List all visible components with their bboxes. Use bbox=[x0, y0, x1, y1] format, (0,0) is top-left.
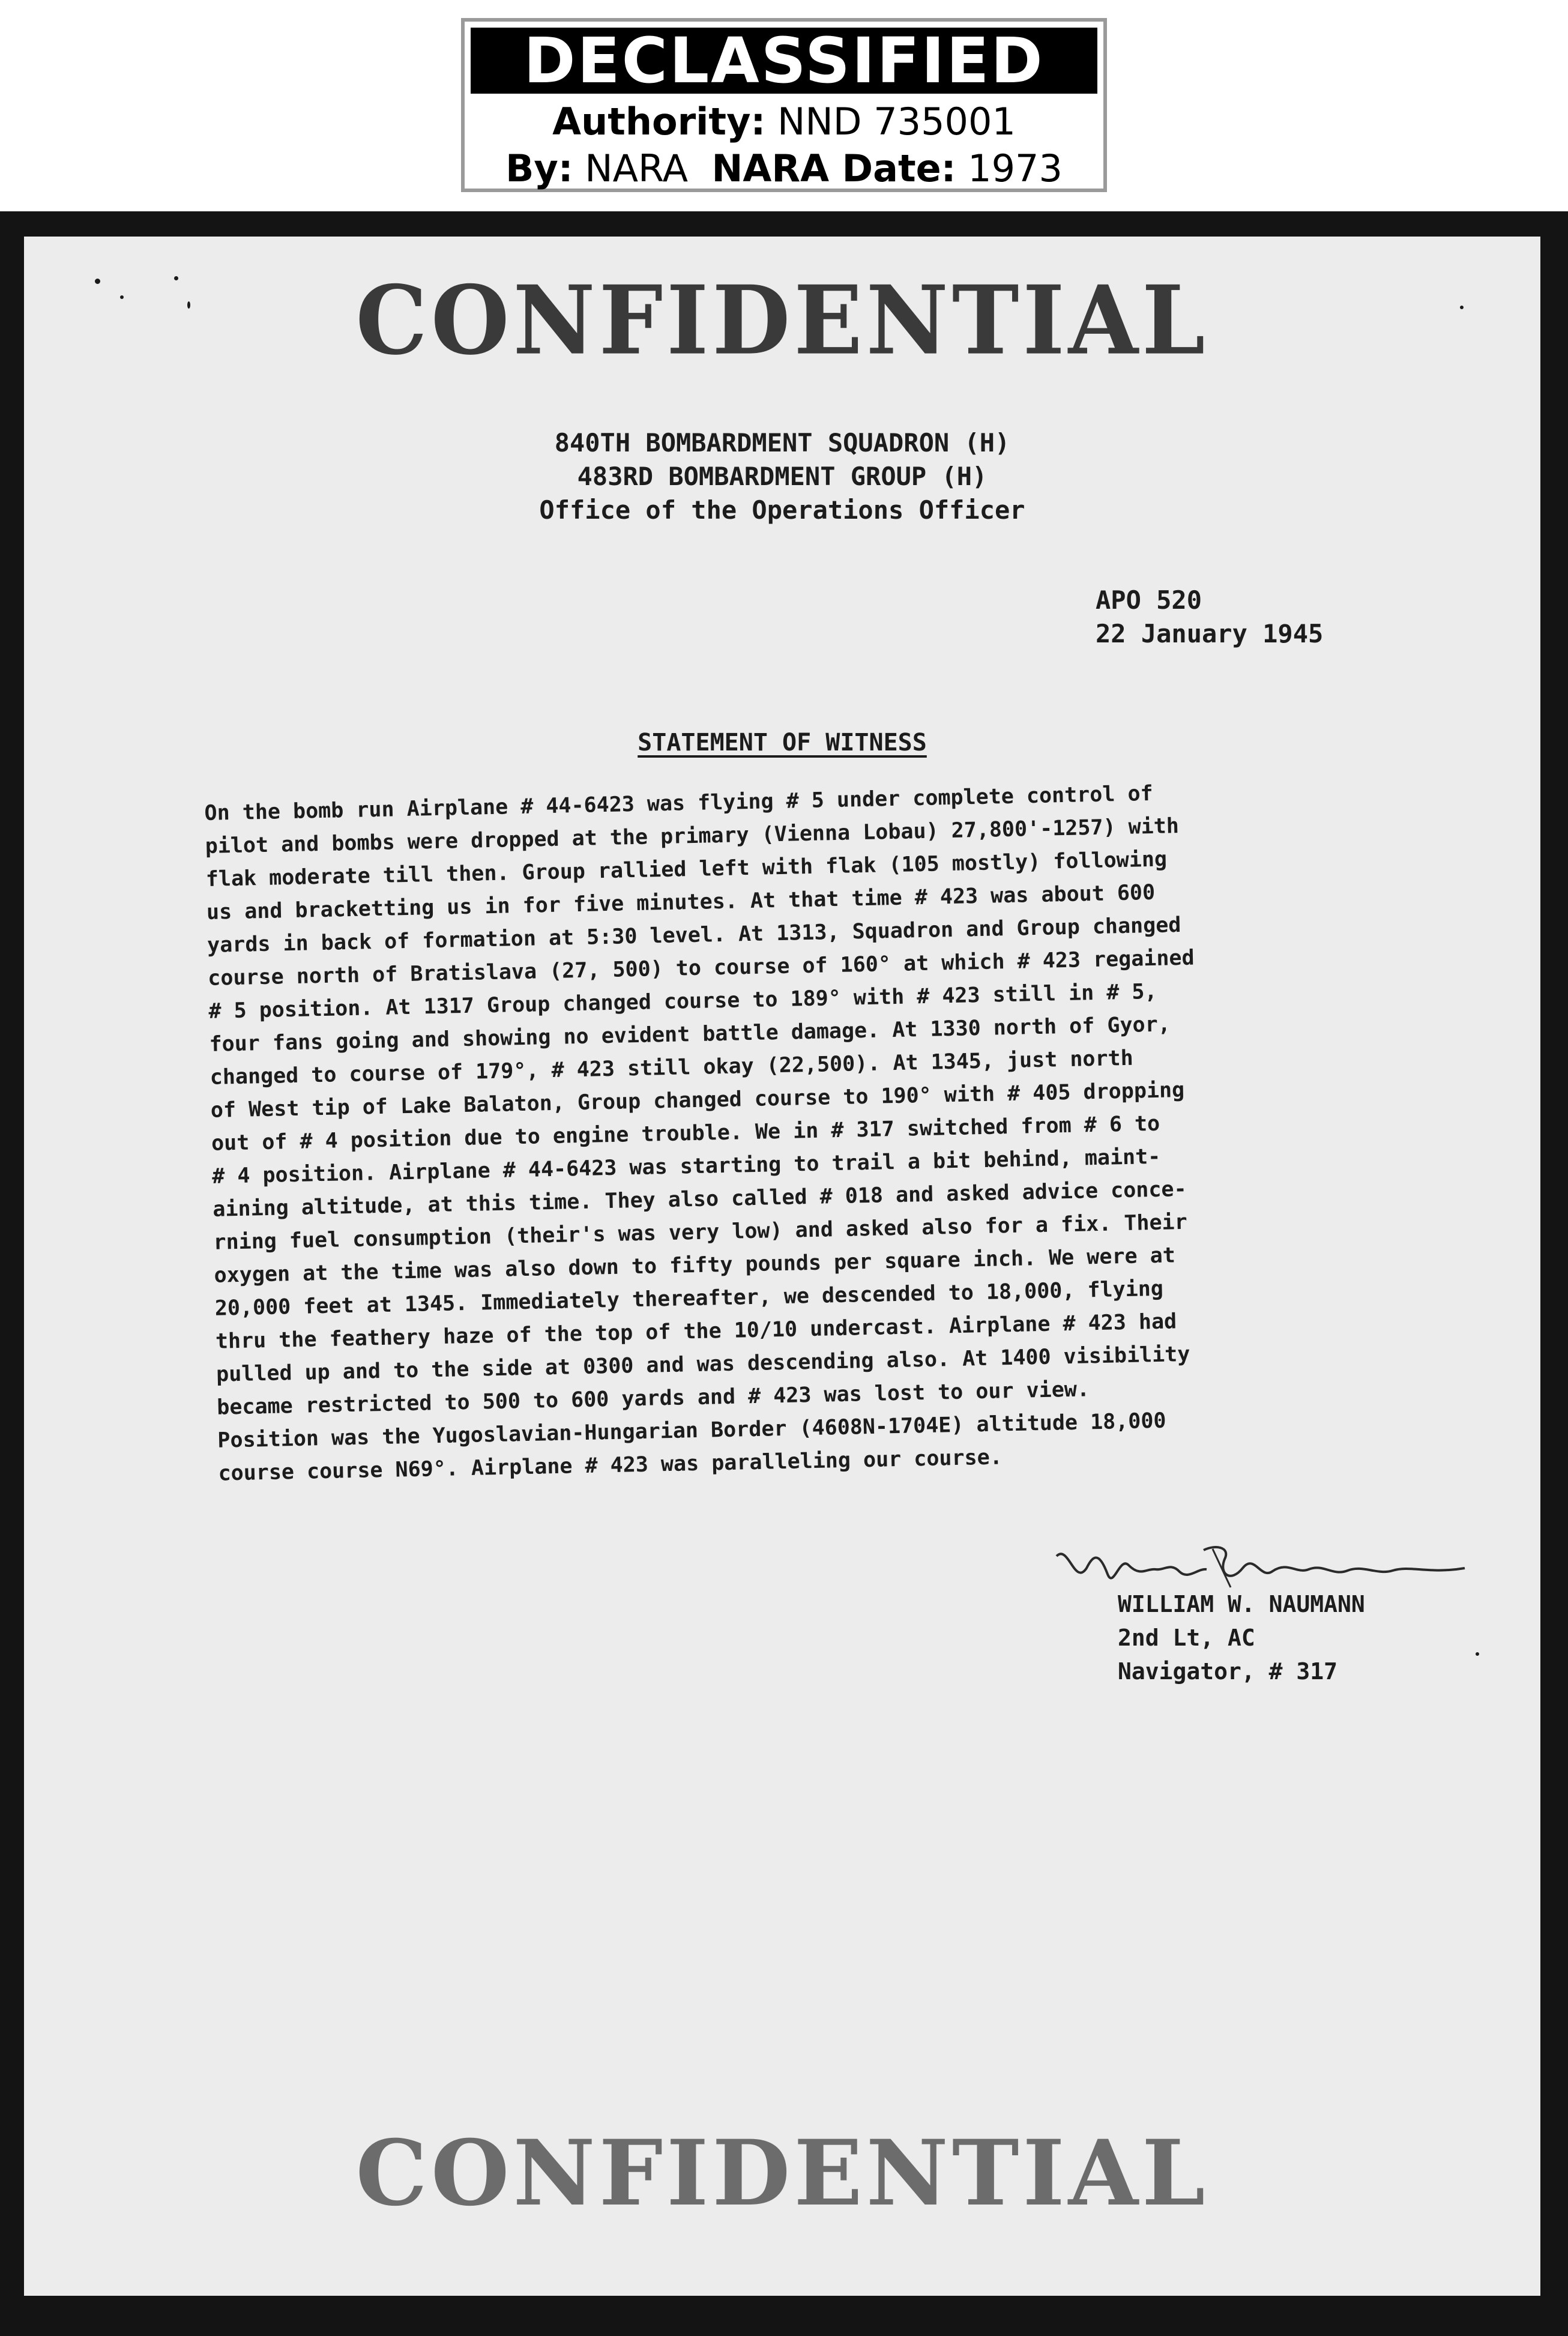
body-line: Position was the Yugoslavian-Hungarian Border (4608N-1704E) altitude 18,000 bbox=[217, 1408, 1166, 1453]
body-line: of West tip of Lake Balaton, Group changed course to 190° with # 405 dropping bbox=[210, 1078, 1185, 1123]
body-line: oxygen at the time was also down to fifty pounds per square inch. We were at bbox=[214, 1243, 1176, 1288]
confidential-stamp-top: CONFIDENTIAL bbox=[355, 265, 1209, 376]
document-date: 22 January 1945 bbox=[1096, 619, 1324, 648]
statement-title: STATEMENT OF WITNESS bbox=[638, 729, 927, 756]
signer-rank: 2nd Lt, AC bbox=[1118, 1625, 1255, 1651]
body-line: # 5 position. At 1317 Group changed course to 189° with # 423 still in # 5, bbox=[208, 979, 1157, 1024]
declass-by-date bbox=[465, 146, 1103, 191]
body-line: pilot and bombs were dropped at the primary (Vienna Lobau) 27,800'-1257) with bbox=[205, 814, 1180, 859]
authority-value: NND 735001 bbox=[777, 100, 1016, 143]
declassified-heading: DECLASSIFIED bbox=[471, 28, 1097, 94]
body-line: course course N69°. Airplane # 423 was paralleling our course. bbox=[218, 1445, 1003, 1486]
nara-date-label: NARA Date: bbox=[711, 146, 956, 190]
body-line: us and bracketting us in for five minutes. At that time # 423 was about 600 bbox=[206, 880, 1156, 925]
document-page bbox=[24, 237, 1540, 2296]
body-line: On the bomb run Airplane # 44-6423 was flying # 5 under complete control of bbox=[204, 781, 1154, 825]
by-value: NARA bbox=[585, 146, 689, 190]
authority-label: Authority: bbox=[552, 100, 766, 143]
scan-speck bbox=[1476, 1652, 1479, 1656]
body-line: four fans going and showing no evident battle damage. At 1330 north of Gyor, bbox=[209, 1012, 1171, 1057]
body-line: course north of Bratislava (27, 500) to course of 160° at which # 423 regained bbox=[207, 946, 1195, 991]
body-line: thru the feathery haze of the top of the 10/10 undercast. Airplane # 423 had bbox=[215, 1309, 1177, 1354]
confidential-stamp-bottom: CONFIDENTIAL bbox=[355, 2120, 1209, 2226]
squadron-header: 840TH BOMBARDMENT SQUADRON (H) bbox=[554, 428, 1010, 457]
office-header: Office of the Operations Officer bbox=[539, 495, 1025, 525]
scan-frame bbox=[0, 211, 1568, 2336]
body-line: rning fuel consumption (their's was very low) and asked also for a fix. Their bbox=[213, 1210, 1188, 1255]
declass-authority bbox=[465, 100, 1103, 144]
body-line: flak moderate till then. Group rallied left with flak (105 mostly) following bbox=[205, 847, 1168, 892]
declassification-stamp bbox=[461, 18, 1107, 192]
body-line: 20,000 feet at 1345. Immediately thereafter, we descended to 18,000, flying bbox=[214, 1276, 1164, 1321]
body-line: yards in back of formation at 5:30 level. At 1313, Squadron and Group changed bbox=[207, 913, 1181, 958]
body-line: out of # 4 position due to engine trouble. We in # 317 switched from # 6 to bbox=[211, 1111, 1160, 1156]
by-label: By: bbox=[505, 146, 573, 190]
signer-role: Navigator, # 317 bbox=[1118, 1658, 1338, 1685]
body-line: # 4 position. Airplane # 44-6423 was starting to trail a bit behind, maint- bbox=[211, 1144, 1161, 1189]
group-header: 483RD BOMBARDMENT GROUP (H) bbox=[577, 462, 988, 491]
body-line: became restricted to 500 to 600 yards and # 423 was lost to our view. bbox=[216, 1377, 1090, 1420]
body-line: aining altitude, at this time. They also called # 018 and asked advice conce- bbox=[212, 1177, 1187, 1222]
apo-number: APO 520 bbox=[1096, 585, 1202, 615]
body-line: pulled up and to the side at 0300 and was descending also. At 1400 visibility bbox=[216, 1342, 1190, 1387]
nara-date-value: 1973 bbox=[968, 146, 1063, 190]
body-line: changed to course of 179°, # 423 still okay (22,500). At 1345, just north bbox=[210, 1046, 1134, 1090]
statement-body bbox=[204, 771, 1491, 1491]
signer-name: WILLIAM W. NAUMANN bbox=[1118, 1591, 1365, 1617]
